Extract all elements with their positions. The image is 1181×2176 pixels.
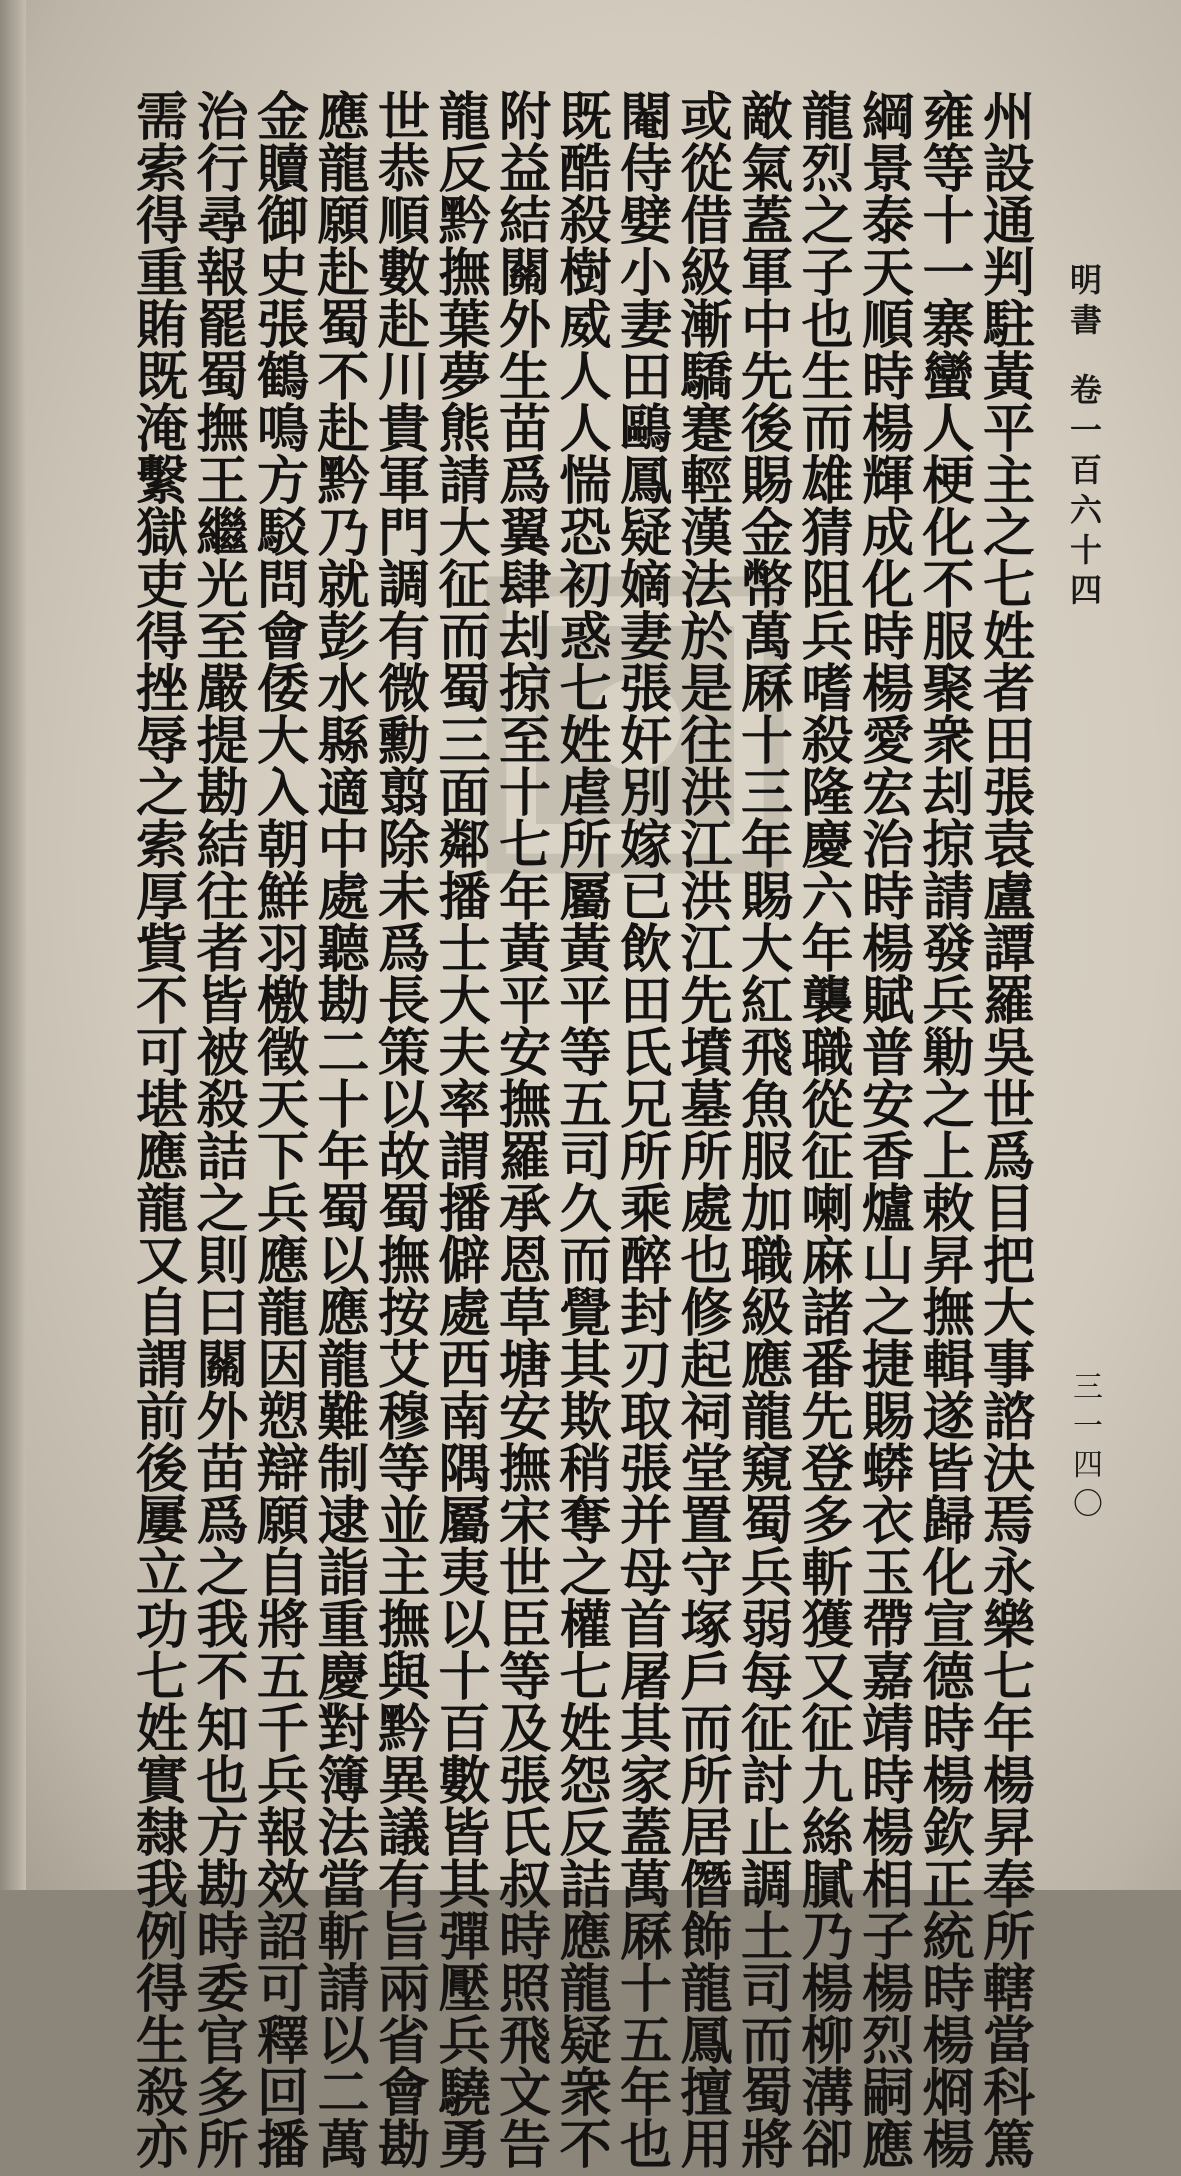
text-column-9: 附 益 結 關 外 生 苗 爲 翼 肆 刦 掠 至 十 七 年 黃 平 安 撫 羅 承 恩 草 塘 安 撫 宋 世 臣 等 及 張 氏 叔 時 照 飛 文 告: [498, 87, 551, 2176]
text-column-3: 綱 景 泰 天 順 時 楊 輝 成 化 時 楊 愛 宏 治 時 楊 賦 普 安 香 爐 山 之 捷 賜 蟒 衣 玉 帶 嘉 靖 時 楊 相 子 楊 烈 嗣 應: [861, 87, 914, 2176]
book-title: 明 書: [1069, 261, 1102, 339]
text-column-15: 需 索 得 重 賄 既 淹 繫 獄 吏 得 挫 辱 之 索 厚 貲 不 可 堪 應 龍 又 自 謂 前 後 屢 立 功 七 姓 實 隸 我 例 得 生 殺 亦: [135, 87, 188, 2176]
running-header: [1062, 260, 1110, 610]
text-column-7: 閹 侍 嬖 小 妻 田 鷗 鳳 疑 嫡 妻 張 奸 別 嫁 已 飲 田 氏 兄 所 乘 醉 封 刃 取 張 并 母 首 屠 其 家 蓋 萬 厤 十 五 年 也: [619, 87, 672, 2176]
text-column-1: 州 設 通 判 駐 黃 平 主 之 七 姓 者 田 張 袁 盧 譚 羅 吳 世 爲 目 把 大 事 諮 決 焉 永 樂 七 年 楊 昇 奉 所 轄 當 科 篤: [982, 87, 1035, 2176]
book-spine-shadow: [0, 0, 26, 1890]
text-column-13: 金 贖 御 史 張 鶴 鳴 方 駁 問 會 倭 大 入 朝 鮮 羽 檄 徵 天 下 兵 應 龍 因 愬 辯 願 自 將 五 千 兵 報 效 詔 可 釋 回 播: [256, 87, 309, 2176]
text-column-6: 或 從 借 級 漸 驕 蹇 輕 漢 法 於 是 往 洪 江 洪 江 先 墳 墓 所 處 也 修 起 祠 堂 置 守 塚 戶 而 所 居 僭 飾 龍 鳳 擅 用: [680, 87, 733, 2176]
text-column-10: 龍 反 黔 撫 葉 夢 熊 請 大 征 而 蜀 三 面 鄰 播 士 大 夫 率 謂 播 僻 處 西 南 隅 屬 夷 以 十 百 數 皆 其 彈 壓 兵 驍 勇: [438, 87, 491, 2176]
text-column-14: 治 行 尋 報 罷 蜀 撫 王 繼 光 至 嚴 提 勘 結 往 者 皆 被 殺 詰 之 則 曰 關 外 苗 爲 之 我 不 知 也 方 勘 時 委 官 多 所: [196, 87, 249, 2176]
page-number: 三 一 四 〇: [1073, 1370, 1103, 1522]
text-column-8: 既 酷 殺 樹 威 人 人 惴 恐 初 惑 七 姓 虐 所 屬 黃 平 等 五 司 久 而 覺 其 欺 稍 奪 之 權 七 姓 怨 反 詰 應 龍 疑 衆 不: [559, 87, 612, 2176]
text-column-12: 應 龍 願 赴 蜀 不 赴 黔 乃 就 彭 水 縣 適 中 處 聽 勘 二 十 年 蜀 以 應 龍 難 制 逮 詣 重 慶 對 簿 法 當 斬 請 以 二 萬: [317, 87, 370, 2176]
text-column-4: 龍 烈 之 子 也 生 而 雄 猜 阻 兵 嗜 殺 隆 慶 六 年 襲 職 從 征 喇 麻 諸 番 先 登 多 斬 獲 又 征 九 絲 膩 乃 楊 柳 溝 卻: [801, 87, 854, 2176]
volume-label: 卷 一 百 六 十 四: [1069, 371, 1102, 609]
text-column-11: 世 恭 順 數 赴 川 貴 軍 門 調 有 微 勳 翦 除 未 爲 長 策 以 故 蜀 撫 按 艾 穆 等 並 主 撫 與 黔 異 議 有 旨 兩 省 會 勘: [377, 87, 430, 2176]
text-column-2: 雍 等 十 一 寨 蠻 人 梗 化 不 服 聚 衆 刦 掠 請 發 兵 勦 之 上 敕 昇 撫 輯 遂 皆 歸 化 宣 德 時 楊 欽 正 統 時 楊 烱 楊: [922, 87, 975, 2176]
text-column-5: 敵 氣 蓋 軍 中 先 後 賜 金 幣 萬 厤 十 三 年 賜 大 紅 飛 魚 服 加 職 級 應 龍 窺 蜀 兵 弱 每 征 討 止 調 土 司 而 蜀 將: [740, 87, 793, 2176]
